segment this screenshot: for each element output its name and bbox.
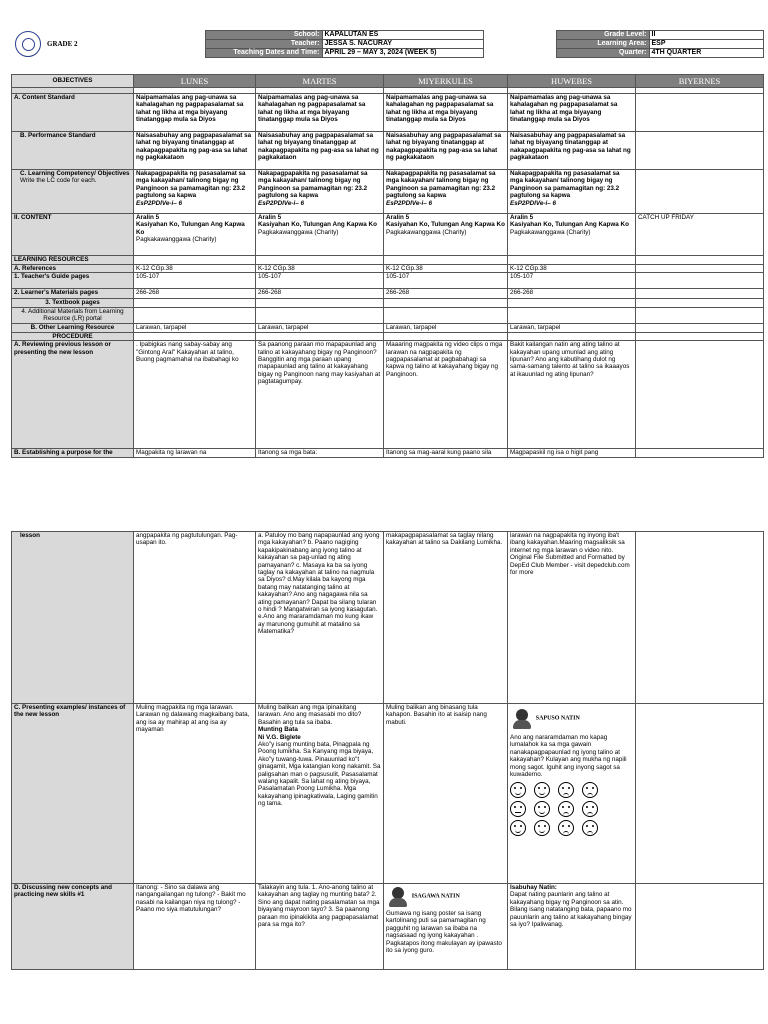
competency-label — [12, 170, 134, 214]
other-resource-wed: Larawan, tarpapel — [384, 323, 508, 332]
competency-thu — [508, 170, 636, 214]
reviewing-tue: Sa paanong paraan mo mapapaunlad ang talino at kakayahang bigay ng Panginoon? Banggitin ang mga paraan upang mapapaunlad ang talino at kakayahang bigay ng Panginoon nang may kasiyahan at pagtatagumpay. — [256, 341, 384, 449]
competency-text: Nakapagpapakita ng pasasalamat sa mga kakayahan/ talinong bigay ng Panginoon sa pamamagitan ng: 23.2 pagtulong sa kapwa — [258, 170, 368, 200]
lesson-title: Kasiyahan Ko, Tulungan Ang Kapwa Ko — [510, 221, 629, 229]
establishing-label: B. Establishing a purpose for the — [12, 449, 134, 458]
happy-face-icon[interactable] — [510, 782, 526, 798]
day-friday: BIYERNES — [636, 75, 764, 88]
presenting-tue-intro: Muling balikan ang mga ipinakitang larawan. Ano ang masasabi mo dito? Basahin ang tula sa ibaba. — [258, 704, 362, 726]
learners-materials-label: 2. Learner's Materials pages — [12, 289, 134, 299]
presenting-thu — [508, 704, 636, 884]
learners-materials-tue: 266-268 — [256, 289, 384, 299]
content-standard-wed: Naipamamalas ang pag-unawa sa kahalagahan ng pagpapasalamat sa lahat ng likha at mga biyayang tinatanggap mula sa Diyos — [384, 94, 508, 132]
other-resource-tue: Larawan, tarpapel — [256, 323, 384, 332]
performance-standard-wed: Naisasabuhay ang pagpapasalamat sa lahat ng biyayang tinatanggap at nakapagpapakita ng pag-asa sa lahat ng pagkakataon — [384, 132, 508, 170]
lesson-title: Kasiyahan Ko, Tulungan Ang Kapwa Ko — [136, 221, 245, 236]
happy-face-icon[interactable] — [534, 820, 550, 836]
happy-face-icon[interactable] — [510, 820, 526, 836]
dates-value: APRIL 29 – MAY 3, 2024 (WEEK 5) — [322, 49, 483, 58]
aralin: Aralin 5 — [510, 214, 534, 221]
learners-materials-mon: 266-268 — [134, 289, 256, 299]
lesson-title: Kasiyahan Ko, Tulungan Ang Kapwa Ko — [258, 221, 377, 229]
competency-text: Nakapagpapakita ng pasasalamat sa mga kakayahan/ talinong bigay ng Panginoon sa pamamagitan ng: 23.2 pagtulong sa kapwa — [386, 170, 496, 200]
sad-face-icon[interactable] — [582, 801, 598, 817]
grade-level-label: Grade Level: — [556, 31, 649, 40]
poem-author: Ni V.G. Biglete — [258, 733, 301, 741]
sad-face-icon[interactable] — [558, 782, 574, 798]
establishing-label-cont: lesson — [12, 532, 134, 704]
poem-title: Munting Bata — [258, 726, 298, 734]
discussing-mon: Itanong: - Sino sa dalawa ang nangangailangan ng tulong? - Bakit mo nasabi na kailangan niya ng tulong? - Paano mo siya matutulungan? — [134, 884, 256, 970]
grade-title: GRADE 2 — [47, 40, 78, 48]
teacher-value: JESSA S. NACURAY — [322, 40, 483, 49]
lesson-title: Kasiyahan Ko, Tulungan Ang Kapwa Ko — [386, 221, 505, 229]
depedclub-note: Original File Submitted and Formatted by DepEd Club Member - visit depedclub.com for more — [510, 554, 630, 577]
reviewing-wed: Maaaring magpakita ng video clips o mga larawan na nagpapakita ng pagpapasalamat at pagbabahagi sa kapwa ng talino at kakayahang bigay ng Panginoon. — [384, 341, 508, 449]
competency-tue — [256, 170, 384, 214]
lesson-value: Pagkakawanggawa (Charity) — [136, 236, 217, 244]
day-wednesday: MIYERKULES — [384, 75, 508, 88]
reviewing-mon: . Ipabigkas nang sabay-sabay ang "Gintong Aral" Kakayahan at talino, Buong pagmamahal na ibabahagi ko — [134, 341, 256, 449]
discussing-wed-text: Gumawa ng isang poster sa isang kartolinang puti sa pamamagitan ng pagguhit ng larawan sa ibaba na nagsasaad ng iyong kakayahan . Pagkatapos itong makulayan ay ipawasto ito sa iyong guro. — [386, 910, 502, 955]
discussing-thu-text: Dapat nating paunlarin ang talino at kakayahang bigay ng Panginoon sa atin. Bilang isang natatanging bata, papaano mo pauunlarin ang talino at kakayahang bingay sa iyo? Ipaliwanag. — [510, 891, 632, 929]
competency-label-main: C. Learning Competency/ Objectives — [20, 170, 130, 177]
content-mon — [134, 214, 256, 256]
quarter-value: 4TH QUARTER — [649, 49, 763, 58]
competency-label-note: Write the LC code for each. — [20, 177, 97, 185]
textbook-label: 3. Textbook pages — [12, 299, 134, 307]
aralin: Aralin 5 — [258, 214, 282, 221]
establishing-wed-b: makapagpapasalamat sa taglay nilang kakayahan at talino sa Dakilang Lumikha. — [384, 532, 508, 704]
learning-resources-label: LEARNING RESOURCES — [12, 256, 134, 265]
references-wed: K-12 CGp.38 — [384, 265, 508, 273]
aralin: Aralin 5 — [136, 214, 160, 221]
learning-area-value: ESP — [649, 40, 763, 49]
presenting-mon: Muling magpakita ng mga larawan. Larawan ng dalawang magkaibang bata, ang isa ay mahirap at ang isa ay mayaman — [134, 704, 256, 884]
competency-code: EsP2PDIVe-i– 6 — [386, 199, 432, 207]
other-resource-thu: Larawan, tarpapel — [508, 323, 636, 332]
grade-level-value: II — [649, 31, 763, 40]
establishing-wed-a: Itanong sa mag-aaral kung paano sila — [384, 449, 508, 458]
teachers-guide-wed: 105-107 — [384, 273, 508, 289]
establishing-mon-b: angpapakita ng pagtutulungan. Pag-usapan ito. — [134, 532, 256, 704]
reviewing-thu: Bakit kailangan natin ang ating talino at kakayahan upang umunlad ang ating lipunan? Ano ang kabutihang dulot ng sama-samang talento at talino sa ikaaayos at ikauunlad ng ating lipunan? — [508, 341, 636, 449]
content-standard-thu: Naipamamalas ang pag-unawa sa kahalagahan ng pagpapasalamat sa lahat ng likha at mga biyayang tinatanggap mula sa Diyos — [508, 94, 636, 132]
competency-text: Nakapagpapakita ng pasasalamat sa mga kakayahan/ talinong bigay ng Panginoon sa pamamagitan ng: 23.2 pagtulong sa kapwa — [136, 170, 246, 200]
school-label: School: — [205, 31, 322, 40]
presenting-wed: Muling balikan ang binasang tula kahapon. Basahin ito at isaisip nang mabuti. — [384, 704, 508, 884]
references-mon: K-12 CGp.38 — [134, 265, 256, 273]
learners-materials-thu: 266-268 — [508, 289, 636, 299]
discussing-wed — [384, 884, 508, 970]
additional-materials-label: 4. Additional Materials from Learning Resource (LR) portal — [12, 307, 134, 323]
discussing-label: D. Discussing new concepts and practicing new skills #1 — [12, 884, 134, 970]
child-icon — [386, 886, 410, 908]
reviewing-label: A. Reviewing previous lesson or presenting the new lesson — [12, 341, 134, 449]
day-tuesday: MARTES — [256, 75, 384, 88]
competency-code: EsP2PDIVe-i– 6 — [258, 199, 304, 207]
establishing-thu-text: larawan na nagpapakita ng inyong iba't ibang kakayahan.Maaring magsaliksik sa internet ng mga larawan o video nito. — [510, 532, 625, 554]
content-standard-tue: Naipamamalas ang pag-unawa sa kahalagahan ng pagpapasalamat sa lahat ng likha at mga biyayang tinatanggap mula sa Diyos — [256, 94, 384, 132]
other-resource-label: B. Other Learning Resource — [12, 323, 134, 332]
competency-mon — [134, 170, 256, 214]
teacher-label: Teacher: — [205, 40, 322, 49]
content-fri: CATCH UP FRIDAY — [636, 214, 764, 256]
isagawa-natin-title: ISAGAWA NATIN — [411, 893, 460, 900]
performance-standard-label: B. Performance Standard — [12, 132, 134, 170]
learners-materials-wed: 266-268 — [384, 289, 508, 299]
discussing-thu — [508, 884, 636, 970]
learning-area-label: Learning Area: — [556, 40, 649, 49]
sad-face-icon[interactable] — [582, 820, 598, 836]
competency-text: Nakapagpapakita ng pasasalamat sa mga kakayahan/ talinong bigay ng Panginoon sa pamamagitan ng: 23.2 pagtulong sa kapwa — [510, 170, 620, 200]
dll-table-page2 — [11, 531, 764, 970]
presenting-tue — [256, 704, 384, 884]
competency-code: EsP2PDIVe-i– 6 — [510, 199, 556, 207]
poem-text: Ako"y isang munting bata, Pinagpala ng Poong lumikha. Sa Kanyang mga biyaya, Ako"y tuwang-tuwa. Pinauunlad ko"t ginagamit, Mga katangian kong nakamit. Sa paligsahan man o pagsusulit, Pasasalamat walang kapalit. Sa lahat ng ating biyaya, Pasalamatan Poong Lumikha. Mga kakayahang ipinagkatiwala, Laging gamitin ng tama. — [258, 741, 381, 808]
establishing-tue-b: a. Patuloy mo bang napapaunlad ang iyong mga kakayahan? b. Paano nagiging kapakipakinabang ang iyong talino at kakayahan sa pag-unlad ng ating pamayanan? c. Masaya ka ba sa iyong taglay na kakayahan at talino na nagmula sa Diyos? d.May kilala ba kayong mga batang may natatanging talino at kakayahan? Ano ang nagagawa nila sa ating pamayanan? Dapat ba silang tularan o hindi ? Mangatwiran sa iyong kasagutan. e.Ano ang mararamdaman mo kung ikaw ay marunong gumuhit at matalino sa Matematika? — [256, 532, 384, 704]
competency-code: EsP2PDIVe-i– 6 — [136, 199, 182, 207]
sapuso-natin-title: SAPUSO NATIN — [535, 715, 580, 722]
isabuhay-title: Isabuhay Natin: — [510, 884, 557, 891]
establishing-tue-a: Itanong sa mga bata: — [256, 449, 384, 458]
teachers-guide-tue: 105-107 — [256, 273, 384, 289]
happy-face-icon[interactable] — [534, 782, 550, 798]
establishing-thu-b — [508, 532, 636, 704]
performance-standard-tue: Naisasabuhay ang pagpapasalamat sa lahat ng biyayang tinatanggap at nakapagpapakita ng pag-asa sa lahat ng pagkakataon — [256, 132, 384, 170]
sad-face-icon[interactable] — [558, 801, 574, 817]
dll-table-page1 — [11, 74, 764, 458]
quarter-label: Quarter: — [556, 49, 649, 58]
objectives-header: OBJECTIVES — [12, 75, 134, 88]
teachers-guide-mon: 105-107 — [134, 273, 256, 289]
references-label: A. References — [12, 265, 134, 273]
teachers-guide-thu: 105-107 — [508, 273, 636, 289]
sad-face-icon[interactable] — [582, 782, 598, 798]
competency-wed — [384, 170, 508, 214]
content-wed — [384, 214, 508, 256]
establishing-mon-a: Magpakita ng larawan na — [134, 449, 256, 458]
presenting-thu-text: Ano ang nararamdaman mo kapag lumalahok ka sa mga gawain nanakapagpapaunlad ng iyong talino at kakayahan? Kulayan ang mukha ng napili mong sagot. Iguhit ang inyong sagot sa kuwaderno. — [510, 734, 627, 779]
child-icon — [510, 708, 534, 730]
day-monday: LUNES — [134, 75, 256, 88]
content-standard-mon: Naipamamalas ang pag-unawa sa kahalagahan ng pagpapasalamat sa lahat ng likha at mga biyayang tinatanggap mula sa Diyos — [134, 94, 256, 132]
performance-standard-thu: Naisasabuhay ang pagpapasalamat sa lahat ng biyayang tinatanggap at nakapagpapakita ng pag-asa sa lahat ng pagkakataon — [508, 132, 636, 170]
references-thu: K-12 CGp.38 — [508, 265, 636, 273]
day-thursday: HUWEBES — [508, 75, 636, 88]
teachers-guide-label: 1. Teacher's Guide pages — [12, 273, 134, 289]
discussing-tue: Talakayin ang tula. 1. Ano-anong talino at kakayahan ang taglay ng munting bata? 2. Sino ang dapat nating pasalamatan sa mga biyayang mayroon tayo? 3. Sa paanong paraan mo ipinakikita ang pagpapasalamat para sa mga ito? — [256, 884, 384, 970]
header-table — [11, 30, 764, 58]
logo-cell — [11, 31, 45, 58]
school-value: KAPALUTAN ES — [322, 31, 483, 40]
happy-face-icon[interactable] — [534, 801, 550, 817]
content-label: II. CONTENT — [12, 214, 134, 256]
dates-label: Teaching Dates and Time: — [205, 49, 322, 58]
procedure-label: PROCEDURE — [12, 332, 134, 340]
sad-face-icon[interactable] — [558, 820, 574, 836]
other-resource-mon: Larawan, tarpapel — [134, 323, 256, 332]
presenting-label: C. Presenting examples/ instances of the new lesson — [12, 704, 134, 884]
lesson-value: Pagkakawanggawa (Charity) — [386, 228, 467, 236]
lesson-value: Pagkakawanggawa (Charity) — [510, 228, 591, 236]
deped-seal-icon — [15, 31, 41, 57]
content-tue — [256, 214, 384, 256]
content-thu — [508, 214, 636, 256]
lesson-value: Pagkakawanggawa (Charity) — [258, 228, 339, 236]
references-tue: K-12 CGp.38 — [256, 265, 384, 273]
faces-grid — [510, 782, 633, 836]
establishing-thu-a: Magpapaskil ng isa o higit pang — [508, 449, 636, 458]
content-standard-label: A. Content Standard — [12, 94, 134, 132]
flat-face-icon[interactable] — [510, 801, 526, 817]
aralin: Aralin 5 — [386, 214, 410, 221]
performance-standard-mon: Naisasabuhay ang pagpapasalamat sa lahat ng biyayang tinatanggap at nakapagpapakita ng pag-asa sa lahat ng pagkakataon — [134, 132, 256, 170]
